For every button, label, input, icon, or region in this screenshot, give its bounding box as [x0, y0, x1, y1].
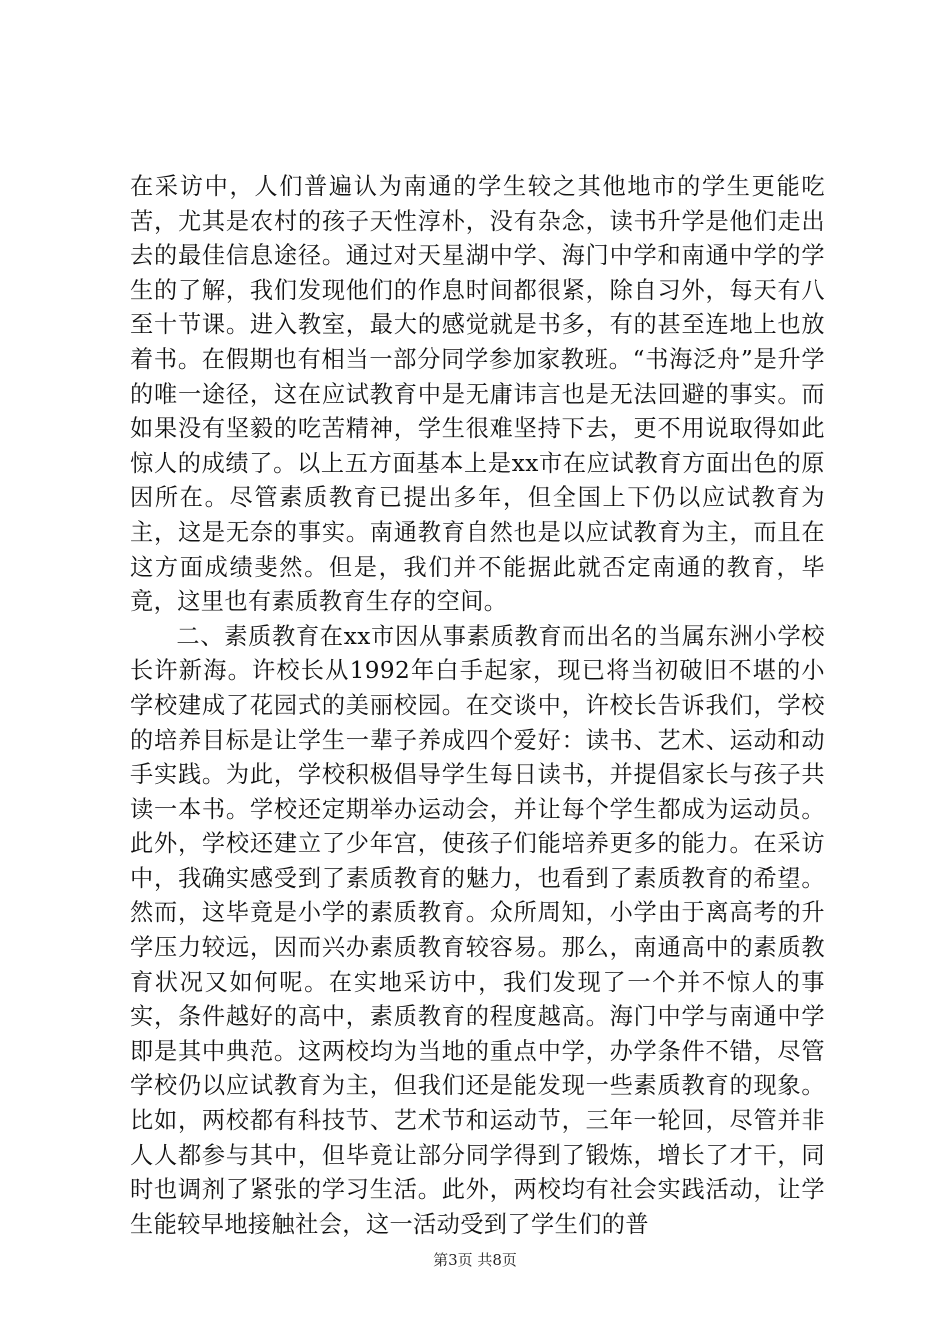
paragraph-2: 二、素质教育在xx市因从事素质教育而出名的当属东洲小学校长许新海。许校长从1992年白手起家，现已将当初破旧不堪的小学校建成了花园式的美丽校园。在交谈中，许校长告诉我们，学校的培养目标是让学生一辈子养成四个爱好：读书、艺术、运动和动手实践。为此，学校积极倡导学生每日读书，并提倡家长与孩子共读一本书。学校还定期举办运动会，并让每个学生都成为运动员。此外，学校还建立了少年宫，使孩子们能培养更多的能力。在采访中，我确实感受到了素质教育的魅力，也看到了素质教育的希望。然而，这毕竟是小学的素质教育。众所周知，小学由于离高考的升学压力较远，因而兴办素质教育较容易。那么，南通高中的素质教育状况又如何呢。在实地采访中，我们发现了一个并不惊人的事实，条件越好的高中，素质教育的程度越高。海门中学与南通中学即是其中典范。这两校均为当地的重点中学，办学条件不错，尽管学校仍以应试教育为主，但我们还是能发现一些素质教育的现象。比如，两校都有科技节、艺术节和运动节，三年一轮回，尽管并非人人都参与其中，但毕竟让部分同学得到了锻炼，增长了才干，同时也调剂了紧张的学习生活。此外，两校均有社会实践活动，让学生能较早地接触社会，这一活动受到了学生们的普 — [130, 622, 825, 1238]
body-text — [130, 170, 825, 1242]
paragraph-1: 在采访中，人们普遍认为南通的学生较之其他地市的学生更能吃苦，尤其是农村的孩子天性淳朴，没有杂念，读书升学是他们走出去的最佳信息途径。通过对天星湖中学、海门中学和南通中学的学生的了解，我们发现他们的作息时间都很紧，除自习外，每天有八至十节课。进入教室，最大的感觉就是书多，有的甚至连地上也放着书。在假期也有相当一部分同学参加家教班。“书海泛舟”是升学的唯一途径，这在应试教育中是无庸讳言也是无法回避的事实。而如果没有坚毅的吃苦精神，学生很难坚持下去，更不用说取得如此惊人的成绩了。以上五方面基本上是xx市在应试教育方面出色的原因所在。尽管素质教育已提出多年，但全国上下仍以应试教育为主，这是无奈的事实。南通教育自然也是以应试教育为主，而且在这方面成绩斐然。但是，我们并不能据此就否定南通的教育，毕竟，这里也有素质教育生存的空间。 — [130, 173, 825, 616]
page-footer: 第3页 共8页 — [433, 1251, 517, 1269]
